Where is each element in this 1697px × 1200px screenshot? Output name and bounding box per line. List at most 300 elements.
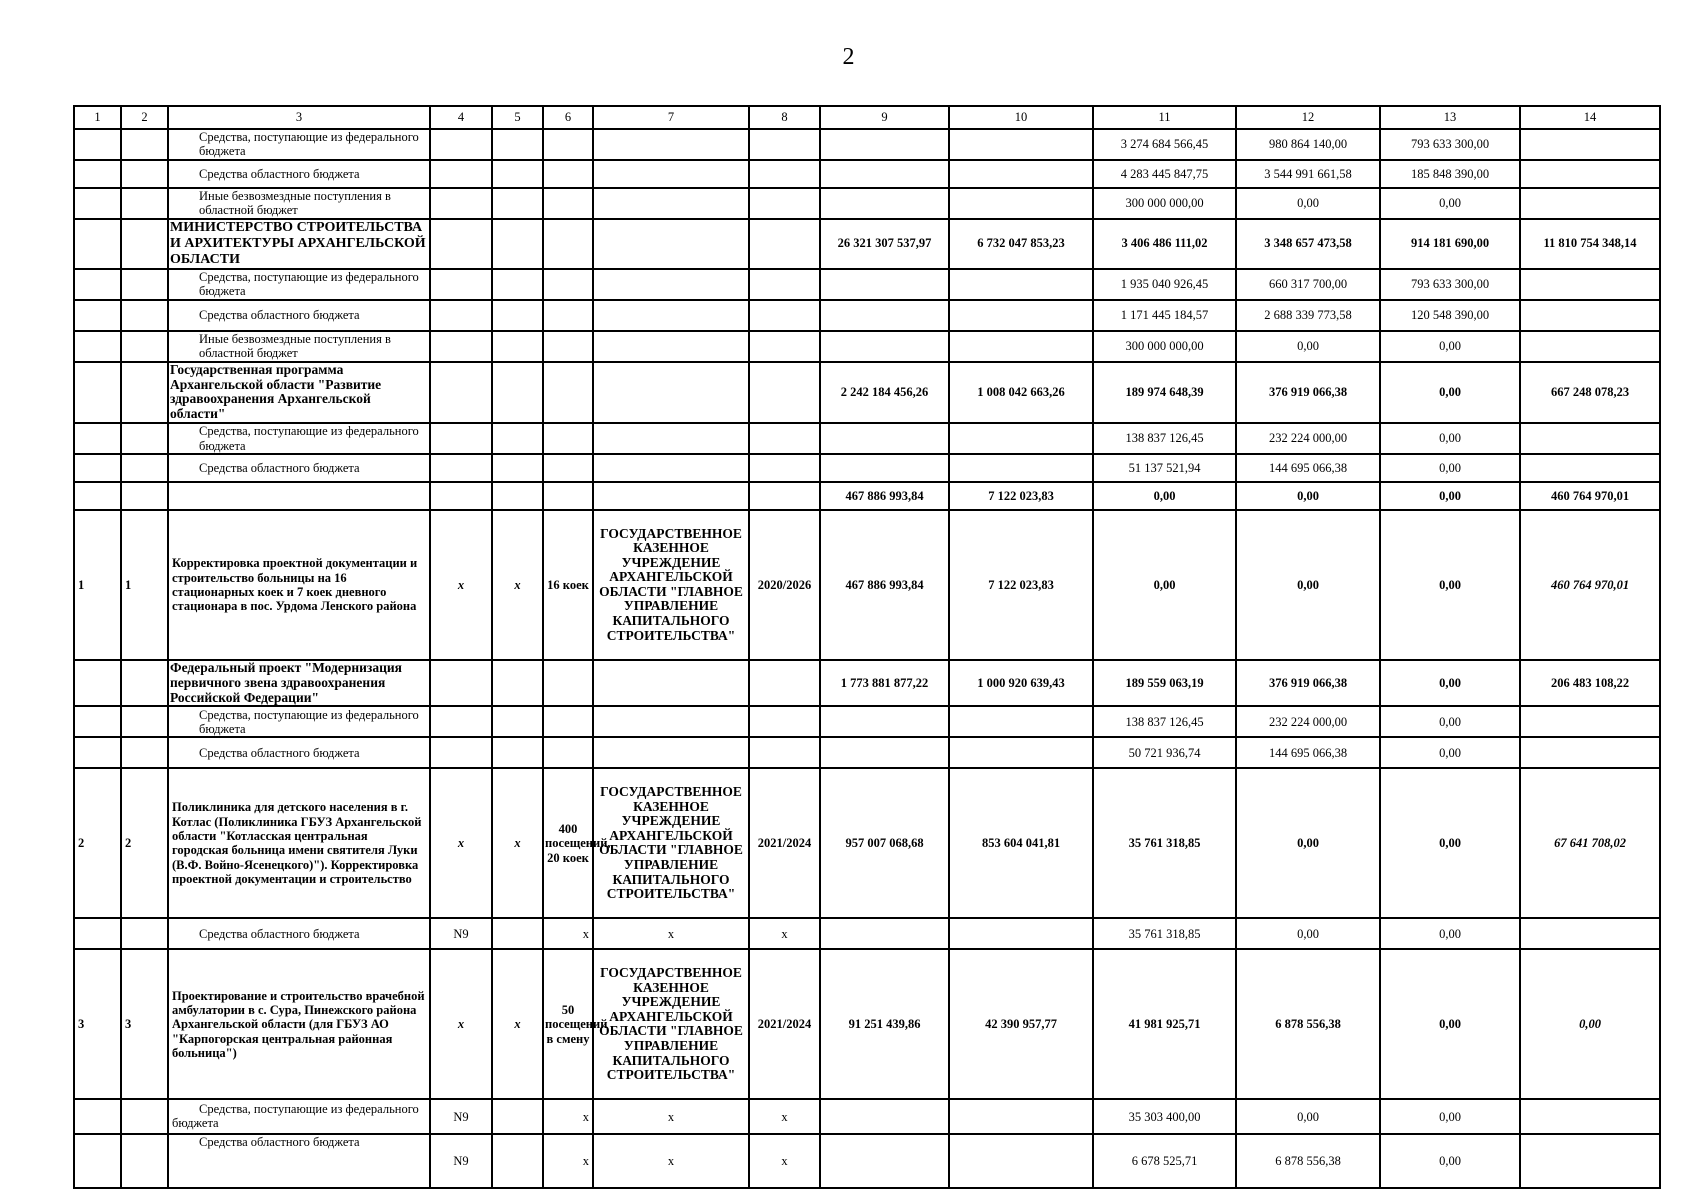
cell-col-2 bbox=[121, 188, 168, 219]
cell-col-11: 35 761 318,85 bbox=[1093, 768, 1236, 918]
cell-col-1 bbox=[74, 1134, 121, 1188]
cell-col-2: 2 bbox=[121, 768, 168, 918]
cell-col-10 bbox=[949, 1099, 1093, 1134]
cell-col-3: Средства, поступающие из федерального бюджета bbox=[168, 423, 430, 454]
cell-col-12: 6 878 556,38 bbox=[1236, 1134, 1380, 1188]
object-row bbox=[74, 768, 1660, 918]
cell-col-9 bbox=[820, 454, 949, 482]
cell-col-9: 91 251 439,86 bbox=[820, 949, 949, 1099]
cell-col-12: 3 348 657 473,58 bbox=[1236, 219, 1380, 269]
cell-col-3: Федеральный проект "Модернизация первичного звена здравоохранения Российской Федерации" bbox=[168, 660, 430, 707]
cell-col-1 bbox=[74, 737, 121, 768]
cell-col-10 bbox=[949, 188, 1093, 219]
cell-col-3: Поликлиника для детского населения в г. Котлас (Поликлиника ГБУЗ Архангельской области "Котласская центральная городская больница имени святителя Луки (В.Ф. Войно-Ясенецкого)"). Корректировка проектной документации и строительство bbox=[168, 768, 430, 918]
cell-col-4 bbox=[430, 160, 492, 188]
cell-col-4 bbox=[430, 454, 492, 482]
cell-col-11: 189 559 063,19 bbox=[1093, 660, 1236, 707]
cell-col-5: х bbox=[492, 949, 543, 1099]
cell-col-8 bbox=[749, 706, 820, 737]
cell-col-8: x bbox=[749, 918, 820, 949]
cell-col-1: 3 bbox=[74, 949, 121, 1099]
column-number: 2 bbox=[121, 106, 168, 129]
cell-col-5 bbox=[492, 660, 543, 707]
cell-col-1 bbox=[74, 331, 121, 362]
cell-col-3: Средства областного бюджета bbox=[168, 160, 430, 188]
cell-col-12: 0,00 bbox=[1236, 188, 1380, 219]
cell-col-4: N9 bbox=[430, 1099, 492, 1134]
cell-col-8 bbox=[749, 660, 820, 707]
funding-source-row bbox=[74, 160, 1660, 188]
column-number: 9 bbox=[820, 106, 949, 129]
cell-col-2 bbox=[121, 331, 168, 362]
cell-col-4: N9 bbox=[430, 1134, 492, 1188]
cell-col-13: 0,00 bbox=[1380, 482, 1520, 510]
cell-col-12: 660 317 700,00 bbox=[1236, 269, 1380, 300]
cell-col-7: x bbox=[593, 1134, 749, 1188]
cell-col-6: 50 посещений в смену bbox=[543, 949, 593, 1099]
cell-col-3: Корректировка проектной документации и строительство больницы на 16 стационарных коек и 7 коек дневного стационара в пос. Урдома Ленского района bbox=[168, 510, 430, 660]
cell-col-1: 1 bbox=[74, 510, 121, 660]
cell-col-12: 376 919 066,38 bbox=[1236, 362, 1380, 423]
cell-col-7 bbox=[593, 219, 749, 269]
cell-col-13: 0,00 bbox=[1380, 362, 1520, 423]
cell-col-2 bbox=[121, 160, 168, 188]
cell-col-12: 144 695 066,38 bbox=[1236, 454, 1380, 482]
cell-col-14 bbox=[1520, 188, 1660, 219]
column-number: 13 bbox=[1380, 106, 1520, 129]
cell-col-9: 467 886 993,84 bbox=[820, 510, 949, 660]
cell-col-13: 0,00 bbox=[1380, 918, 1520, 949]
cell-col-3: Проектирование и строительство врачебной амбулатории в с. Сура, Пинежского района Архангельской области (для ГБУЗ АО "Карпогорская центральная районная больница") bbox=[168, 949, 430, 1099]
cell-col-1 bbox=[74, 918, 121, 949]
cell-col-12: 6 878 556,38 bbox=[1236, 949, 1380, 1099]
funding-source-row bbox=[74, 918, 1660, 949]
cell-col-8 bbox=[749, 423, 820, 454]
cell-col-13: 914 181 690,00 bbox=[1380, 219, 1520, 269]
cell-col-10 bbox=[949, 160, 1093, 188]
cell-col-3: Средства областного бюджета bbox=[168, 454, 430, 482]
cell-col-6: x bbox=[543, 918, 593, 949]
cell-col-5 bbox=[492, 1134, 543, 1188]
cell-col-14 bbox=[1520, 918, 1660, 949]
funding-source-row bbox=[74, 1099, 1660, 1134]
cell-col-3: Иные безвозмездные поступления в областной бюджет bbox=[168, 331, 430, 362]
funding-source-row bbox=[74, 188, 1660, 219]
cell-col-2 bbox=[121, 1134, 168, 1188]
funding-source-row bbox=[74, 269, 1660, 300]
column-number: 8 bbox=[749, 106, 820, 129]
cell-col-9: 2 242 184 456,26 bbox=[820, 362, 949, 423]
object-row bbox=[74, 949, 1660, 1099]
cell-col-7: x bbox=[593, 1099, 749, 1134]
summary-row bbox=[74, 482, 1660, 510]
cell-col-12: 0,00 bbox=[1236, 482, 1380, 510]
page-number: 2 bbox=[842, 44, 855, 70]
cell-col-3: Государственная программа Архангельской области "Развитие здравоохранения Архангельской области" bbox=[168, 362, 430, 423]
cell-col-4: х bbox=[430, 949, 492, 1099]
cell-col-2 bbox=[121, 423, 168, 454]
cell-col-8 bbox=[749, 129, 820, 160]
cell-col-14 bbox=[1520, 737, 1660, 768]
cell-col-11: 189 974 648,39 bbox=[1093, 362, 1236, 423]
cell-col-12: 0,00 bbox=[1236, 510, 1380, 660]
cell-col-14 bbox=[1520, 129, 1660, 160]
cell-col-9: 467 886 993,84 bbox=[820, 482, 949, 510]
cell-col-13: 185 848 390,00 bbox=[1380, 160, 1520, 188]
cell-col-5 bbox=[492, 331, 543, 362]
cell-col-3: Средства, поступающие из федерального бюджета bbox=[168, 706, 430, 737]
cell-col-3: Средства областного бюджета bbox=[168, 737, 430, 768]
cell-col-3: Средства областного бюджета bbox=[168, 1134, 430, 1188]
cell-col-14: 460 764 970,01 bbox=[1520, 482, 1660, 510]
column-number: 7 bbox=[593, 106, 749, 129]
cell-col-6 bbox=[543, 482, 593, 510]
cell-col-3 bbox=[168, 482, 430, 510]
cell-col-10 bbox=[949, 331, 1093, 362]
cell-col-5 bbox=[492, 482, 543, 510]
cell-col-8: 2020/2026 bbox=[749, 510, 820, 660]
cell-col-13: 0,00 bbox=[1380, 331, 1520, 362]
cell-col-4 bbox=[430, 300, 492, 331]
cell-col-8: 2021/2024 bbox=[749, 949, 820, 1099]
cell-col-14: 667 248 078,23 bbox=[1520, 362, 1660, 423]
cell-col-10: 42 390 957,77 bbox=[949, 949, 1093, 1099]
cell-col-12: 2 688 339 773,58 bbox=[1236, 300, 1380, 331]
funding-source-row bbox=[74, 300, 1660, 331]
cell-col-4 bbox=[430, 660, 492, 707]
cell-col-11: 0,00 bbox=[1093, 482, 1236, 510]
cell-col-12: 232 224 000,00 bbox=[1236, 423, 1380, 454]
cell-col-9 bbox=[820, 1134, 949, 1188]
cell-col-7 bbox=[593, 706, 749, 737]
cell-col-12: 0,00 bbox=[1236, 331, 1380, 362]
cell-col-2 bbox=[121, 269, 168, 300]
cell-col-14 bbox=[1520, 1099, 1660, 1134]
cell-col-8 bbox=[749, 362, 820, 423]
cell-col-8 bbox=[749, 737, 820, 768]
cell-col-1 bbox=[74, 423, 121, 454]
cell-col-10 bbox=[949, 423, 1093, 454]
cell-col-3: МИНИСТЕРСТВО СТРОИТЕЛЬСТВА И АРХИТЕКТУРЫ АРХАНГЕЛЬСКОЙ ОБЛАСТИ bbox=[168, 219, 430, 269]
cell-col-3: Средства областного бюджета bbox=[168, 300, 430, 331]
cell-col-1 bbox=[74, 1099, 121, 1134]
cell-col-1 bbox=[74, 219, 121, 269]
column-number: 4 bbox=[430, 106, 492, 129]
cell-col-14 bbox=[1520, 269, 1660, 300]
cell-col-12: 0,00 bbox=[1236, 768, 1380, 918]
cell-col-8 bbox=[749, 454, 820, 482]
cell-col-14: 67 641 708,02 bbox=[1520, 768, 1660, 918]
cell-col-11: 50 721 936,74 bbox=[1093, 737, 1236, 768]
cell-col-13: 0,00 bbox=[1380, 423, 1520, 454]
column-number: 1 bbox=[74, 106, 121, 129]
cell-col-13: 0,00 bbox=[1380, 660, 1520, 707]
cell-col-1 bbox=[74, 706, 121, 737]
funding-source-row bbox=[74, 129, 1660, 160]
cell-col-5 bbox=[492, 160, 543, 188]
header-row bbox=[74, 106, 1660, 129]
budget-table bbox=[73, 105, 1661, 1189]
cell-col-10: 6 732 047 853,23 bbox=[949, 219, 1093, 269]
cell-col-9 bbox=[820, 918, 949, 949]
cell-col-9 bbox=[820, 300, 949, 331]
cell-col-14: 206 483 108,22 bbox=[1520, 660, 1660, 707]
cell-col-4 bbox=[430, 706, 492, 737]
cell-col-8 bbox=[749, 160, 820, 188]
cell-col-13: 0,00 bbox=[1380, 188, 1520, 219]
cell-col-1 bbox=[74, 660, 121, 707]
cell-col-1 bbox=[74, 482, 121, 510]
cell-col-14 bbox=[1520, 423, 1660, 454]
cell-col-4 bbox=[430, 362, 492, 423]
cell-col-6 bbox=[543, 269, 593, 300]
cell-col-11: 6 678 525,71 bbox=[1093, 1134, 1236, 1188]
cell-col-1: 2 bbox=[74, 768, 121, 918]
cell-col-14: 460 764 970,01 bbox=[1520, 510, 1660, 660]
cell-col-7 bbox=[593, 660, 749, 707]
cell-col-4 bbox=[430, 482, 492, 510]
cell-col-5 bbox=[492, 362, 543, 423]
cell-col-4: х bbox=[430, 768, 492, 918]
cell-col-12: 0,00 bbox=[1236, 1099, 1380, 1134]
cell-col-4: N9 bbox=[430, 918, 492, 949]
cell-col-11: 0,00 bbox=[1093, 510, 1236, 660]
cell-col-13: 0,00 bbox=[1380, 768, 1520, 918]
cell-col-13: 0,00 bbox=[1380, 706, 1520, 737]
cell-col-7: ГОСУДАРСТВЕННОЕ КАЗЕННОЕ УЧРЕЖДЕНИЕ АРХАНГЕЛЬСКОЙ ОБЛАСТИ "ГЛАВНОЕ УПРАВЛЕНИЕ КАПИТАЛЬНОГО СТРОИТЕЛЬСТВА" bbox=[593, 949, 749, 1099]
summary-row bbox=[74, 660, 1660, 707]
cell-col-6 bbox=[543, 454, 593, 482]
cell-col-10 bbox=[949, 918, 1093, 949]
cell-col-8: x bbox=[749, 1134, 820, 1188]
cell-col-10 bbox=[949, 129, 1093, 160]
cell-col-3: Средства, поступающие из федерального бюджета bbox=[168, 129, 430, 160]
cell-col-2 bbox=[121, 482, 168, 510]
cell-col-7: ГОСУДАРСТВЕННОЕ КАЗЕННОЕ УЧРЕЖДЕНИЕ АРХАНГЕЛЬСКОЙ ОБЛАСТИ "ГЛАВНОЕ УПРАВЛЕНИЕ КАПИТАЛЬНОГО СТРОИТЕЛЬСТВА" bbox=[593, 768, 749, 918]
cell-col-9: 957 007 068,68 bbox=[820, 768, 949, 918]
cell-col-4: х bbox=[430, 510, 492, 660]
cell-col-7 bbox=[593, 454, 749, 482]
cell-col-11: 3 274 684 566,45 bbox=[1093, 129, 1236, 160]
cell-col-13: 120 548 390,00 bbox=[1380, 300, 1520, 331]
cell-col-1 bbox=[74, 300, 121, 331]
cell-col-6 bbox=[543, 737, 593, 768]
cell-col-10: 1 008 042 663,26 bbox=[949, 362, 1093, 423]
cell-col-9: 26 321 307 537,97 bbox=[820, 219, 949, 269]
cell-col-7: ГОСУДАРСТВЕННОЕ КАЗЕННОЕ УЧРЕЖДЕНИЕ АРХАНГЕЛЬСКОЙ ОБЛАСТИ "ГЛАВНОЕ УПРАВЛЕНИЕ КАПИТАЛЬНОГО СТРОИТЕЛЬСТВА" bbox=[593, 510, 749, 660]
cell-col-5 bbox=[492, 423, 543, 454]
cell-col-10: 7 122 023,83 bbox=[949, 482, 1093, 510]
cell-col-2: 3 bbox=[121, 949, 168, 1099]
cell-col-5 bbox=[492, 454, 543, 482]
cell-col-6: x bbox=[543, 1134, 593, 1188]
cell-col-7 bbox=[593, 188, 749, 219]
cell-col-9 bbox=[820, 129, 949, 160]
cell-col-5: х bbox=[492, 510, 543, 660]
cell-col-7 bbox=[593, 300, 749, 331]
cell-col-2 bbox=[121, 454, 168, 482]
cell-col-6 bbox=[543, 660, 593, 707]
cell-col-6 bbox=[543, 300, 593, 331]
cell-col-13: 0,00 bbox=[1380, 510, 1520, 660]
column-number: 5 bbox=[492, 106, 543, 129]
cell-col-11: 3 406 486 111,02 bbox=[1093, 219, 1236, 269]
cell-col-5: х bbox=[492, 768, 543, 918]
cell-col-4 bbox=[430, 129, 492, 160]
cell-col-5 bbox=[492, 706, 543, 737]
cell-col-7 bbox=[593, 160, 749, 188]
cell-col-4 bbox=[430, 331, 492, 362]
cell-col-11: 35 761 318,85 bbox=[1093, 918, 1236, 949]
cell-col-10 bbox=[949, 454, 1093, 482]
funding-source-row bbox=[74, 1134, 1660, 1188]
cell-col-13: 0,00 bbox=[1380, 1134, 1520, 1188]
cell-col-6 bbox=[543, 331, 593, 362]
cell-col-14: 11 810 754 348,14 bbox=[1520, 219, 1660, 269]
cell-col-10 bbox=[949, 737, 1093, 768]
cell-col-14: 0,00 bbox=[1520, 949, 1660, 1099]
cell-col-7 bbox=[593, 423, 749, 454]
cell-col-1 bbox=[74, 188, 121, 219]
cell-col-4 bbox=[430, 423, 492, 454]
cell-col-6 bbox=[543, 188, 593, 219]
cell-col-2 bbox=[121, 219, 168, 269]
cell-col-6 bbox=[543, 423, 593, 454]
cell-col-8 bbox=[749, 269, 820, 300]
column-number: 10 bbox=[949, 106, 1093, 129]
cell-col-6: 400 посещений, 20 коек bbox=[543, 768, 593, 918]
cell-col-9 bbox=[820, 331, 949, 362]
cell-col-13: 793 633 300,00 bbox=[1380, 269, 1520, 300]
cell-col-14 bbox=[1520, 1134, 1660, 1188]
cell-col-7 bbox=[593, 482, 749, 510]
cell-col-3: Средства, поступающие из федерального бюджета bbox=[168, 269, 430, 300]
cell-col-7: x bbox=[593, 918, 749, 949]
cell-col-8 bbox=[749, 300, 820, 331]
column-number: 14 bbox=[1520, 106, 1660, 129]
cell-col-8 bbox=[749, 188, 820, 219]
cell-col-13: 0,00 bbox=[1380, 949, 1520, 1099]
cell-col-9 bbox=[820, 423, 949, 454]
cell-col-11: 1 935 040 926,45 bbox=[1093, 269, 1236, 300]
cell-col-11: 138 837 126,45 bbox=[1093, 706, 1236, 737]
cell-col-5 bbox=[492, 188, 543, 219]
cell-col-2 bbox=[121, 300, 168, 331]
cell-col-1 bbox=[74, 129, 121, 160]
column-number: 11 bbox=[1093, 106, 1236, 129]
cell-col-8 bbox=[749, 482, 820, 510]
funding-source-row bbox=[74, 737, 1660, 768]
cell-col-3: Средства, поступающие из федерального бюджета bbox=[168, 1099, 430, 1134]
cell-col-11: 51 137 521,94 bbox=[1093, 454, 1236, 482]
cell-col-4 bbox=[430, 219, 492, 269]
cell-col-10 bbox=[949, 706, 1093, 737]
cell-col-4 bbox=[430, 188, 492, 219]
cell-col-11: 41 981 925,71 bbox=[1093, 949, 1236, 1099]
cell-col-5 bbox=[492, 918, 543, 949]
cell-col-11: 138 837 126,45 bbox=[1093, 423, 1236, 454]
cell-col-10: 1 000 920 639,43 bbox=[949, 660, 1093, 707]
cell-col-10 bbox=[949, 300, 1093, 331]
cell-col-13: 0,00 bbox=[1380, 454, 1520, 482]
cell-col-5 bbox=[492, 219, 543, 269]
column-number: 12 bbox=[1236, 106, 1380, 129]
cell-col-14 bbox=[1520, 300, 1660, 331]
cell-col-10: 853 604 041,81 bbox=[949, 768, 1093, 918]
cell-col-13: 0,00 bbox=[1380, 737, 1520, 768]
cell-col-10: 7 122 023,83 bbox=[949, 510, 1093, 660]
cell-col-8: 2021/2024 bbox=[749, 768, 820, 918]
column-number: 6 bbox=[543, 106, 593, 129]
cell-col-7 bbox=[593, 269, 749, 300]
cell-col-5 bbox=[492, 129, 543, 160]
cell-col-9 bbox=[820, 737, 949, 768]
cell-col-11: 35 303 400,00 bbox=[1093, 1099, 1236, 1134]
cell-col-11: 1 171 445 184,57 bbox=[1093, 300, 1236, 331]
cell-col-12: 144 695 066,38 bbox=[1236, 737, 1380, 768]
cell-col-11: 4 283 445 847,75 bbox=[1093, 160, 1236, 188]
cell-col-7 bbox=[593, 129, 749, 160]
cell-col-2 bbox=[121, 706, 168, 737]
cell-col-9 bbox=[820, 269, 949, 300]
cell-col-13: 0,00 bbox=[1380, 1099, 1520, 1134]
cell-col-2 bbox=[121, 129, 168, 160]
cell-col-14 bbox=[1520, 331, 1660, 362]
column-number: 3 bbox=[168, 106, 430, 129]
cell-col-6: 16 коек bbox=[543, 510, 593, 660]
cell-col-2 bbox=[121, 918, 168, 949]
cell-col-6 bbox=[543, 219, 593, 269]
cell-col-12: 376 919 066,38 bbox=[1236, 660, 1380, 707]
cell-col-6 bbox=[543, 706, 593, 737]
funding-source-row bbox=[74, 423, 1660, 454]
funding-source-row bbox=[74, 331, 1660, 362]
cell-col-6 bbox=[543, 129, 593, 160]
cell-col-10 bbox=[949, 269, 1093, 300]
cell-col-1 bbox=[74, 160, 121, 188]
cell-col-8 bbox=[749, 219, 820, 269]
cell-col-2 bbox=[121, 737, 168, 768]
cell-col-9 bbox=[820, 706, 949, 737]
cell-col-8: x bbox=[749, 1099, 820, 1134]
cell-col-10 bbox=[949, 1134, 1093, 1188]
cell-col-9 bbox=[820, 1099, 949, 1134]
funding-source-row bbox=[74, 454, 1660, 482]
summary-row bbox=[74, 219, 1660, 269]
cell-col-9: 1 773 881 877,22 bbox=[820, 660, 949, 707]
cell-col-7 bbox=[593, 331, 749, 362]
summary-row bbox=[74, 362, 1660, 423]
cell-col-9 bbox=[820, 188, 949, 219]
cell-col-11: 300 000 000,00 bbox=[1093, 331, 1236, 362]
object-row bbox=[74, 510, 1660, 660]
cell-col-2: 1 bbox=[121, 510, 168, 660]
cell-col-9 bbox=[820, 160, 949, 188]
cell-col-1 bbox=[74, 454, 121, 482]
cell-col-3: Иные безвозмездные поступления в областной бюджет bbox=[168, 188, 430, 219]
cell-col-5 bbox=[492, 1099, 543, 1134]
cell-col-1 bbox=[74, 269, 121, 300]
cell-col-3: Средства областного бюджета bbox=[168, 918, 430, 949]
cell-col-13: 793 633 300,00 bbox=[1380, 129, 1520, 160]
cell-col-5 bbox=[492, 300, 543, 331]
cell-col-6 bbox=[543, 362, 593, 423]
cell-col-12: 232 224 000,00 bbox=[1236, 706, 1380, 737]
cell-col-2 bbox=[121, 1099, 168, 1134]
cell-col-1 bbox=[74, 362, 121, 423]
cell-col-14 bbox=[1520, 706, 1660, 737]
cell-col-4 bbox=[430, 737, 492, 768]
